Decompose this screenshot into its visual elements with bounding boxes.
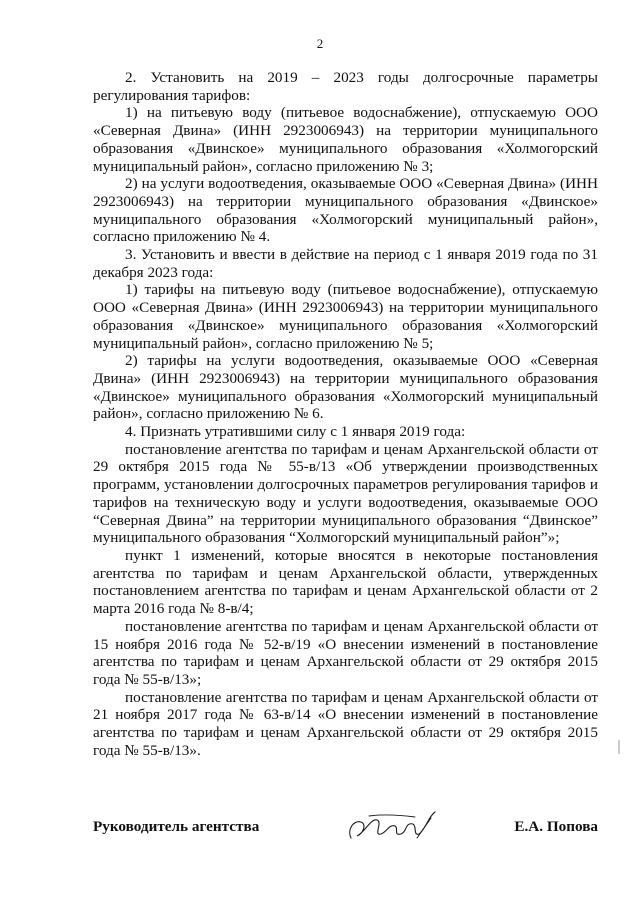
signatory-name: Е.А. Попова: [514, 818, 598, 835]
paragraph-subitem-2-1: 1) на питьевую воду (питьевое водоснабжение), отпускаемую ООО «Северная Двина» (ИНН 2923006943) на территории муниципального образования «Двинское» муниципального образования «Холмогорский муниципальный район», согласно приложению № 3;: [93, 104, 598, 175]
scan-margin-mark: [618, 740, 620, 754]
paragraph-subitem-3-2: 2) тарифы на услуги водоотведения, оказываемые ООО «Северная Двина» (ИНН 2923006943) на территории муниципального образования «Двинское» муниципального образования «Холмогорский муниципальный район», согласно приложению № 6.: [93, 352, 598, 423]
paragraph-repealed-act-3: постановление агентства по тарифам и ценам Архангельской области от 15 ноября 2016 года № 52-в/19 «О внесении изменений в постановление агентства по тарифам и ценам Архангельской области от 29 октября 2015 года № 55-в/13»;: [93, 617, 598, 688]
paragraph-item-3: 3. Установить и ввести в действие на период с 1 января 2019 года по 31 декабря 2023 года:: [93, 246, 598, 281]
document-body: [93, 69, 598, 759]
paragraph-subitem-3-1: 1) тарифы на питьевую воду (питьевое водоснабжение), отпускаемую ООО «Северная Двина» (ИНН 2923006943) на территории муниципального образования «Двинское» муниципального образования «Холмогорский муниципальный район», согласно приложению № 5;: [93, 281, 598, 352]
paragraph-subitem-2-2: 2) на услуги водоотведения, оказываемые ООО «Северная Двина» (ИНН 2923006943) на территории муниципального образования «Двинское» муниципального образования «Холмогорский муниципальный район», согласно приложению № 4.: [93, 175, 598, 246]
handwritten-signature: [343, 808, 443, 844]
paragraph-repealed-act-1: постановление агентства по тарифам и ценам Архангельской области от 29 октября 2015 года № 55-в/13 «Об утверждении производственных программ, установлении долгосрочных параметров регулирования тарифов и тарифов на техническую воду и услуги водоотведения, оказываемые ООО “Северная Двина” на территории муниципального образования “Двинское” муниципального образования “Холмогорский муниципальный район”»;: [93, 440, 598, 547]
signature-block: [93, 808, 598, 844]
paragraph-repealed-act-4: постановление агентства по тарифам и ценам Архангельской области от 21 ноября 2017 года № 63-в/14 «О внесении изменений в постановление агентства по тарифам и ценам Архангельской области от 29 октября 2015 года № 55-в/13».: [93, 688, 598, 759]
paragraph-repealed-act-2: пункт 1 изменений, которые вносятся в некоторые постановления агентства по тарифам и ценам Архангельской области, утвержденных постановлением агентства по тарифам и ценам Архангельской области от 2 марта 2016 года № 8-в/4;: [93, 546, 598, 618]
paragraph-item-4: 4. Признать утратившими силу с 1 января 2019 года:: [125, 423, 466, 441]
paragraph-item-2: 2. Установить на 2019 – 2023 годы долгосрочные параметры регулирования тарифов:: [93, 69, 598, 104]
page-number: 2: [316, 36, 324, 51]
signatory-title: Руководитель агентства: [93, 818, 260, 835]
